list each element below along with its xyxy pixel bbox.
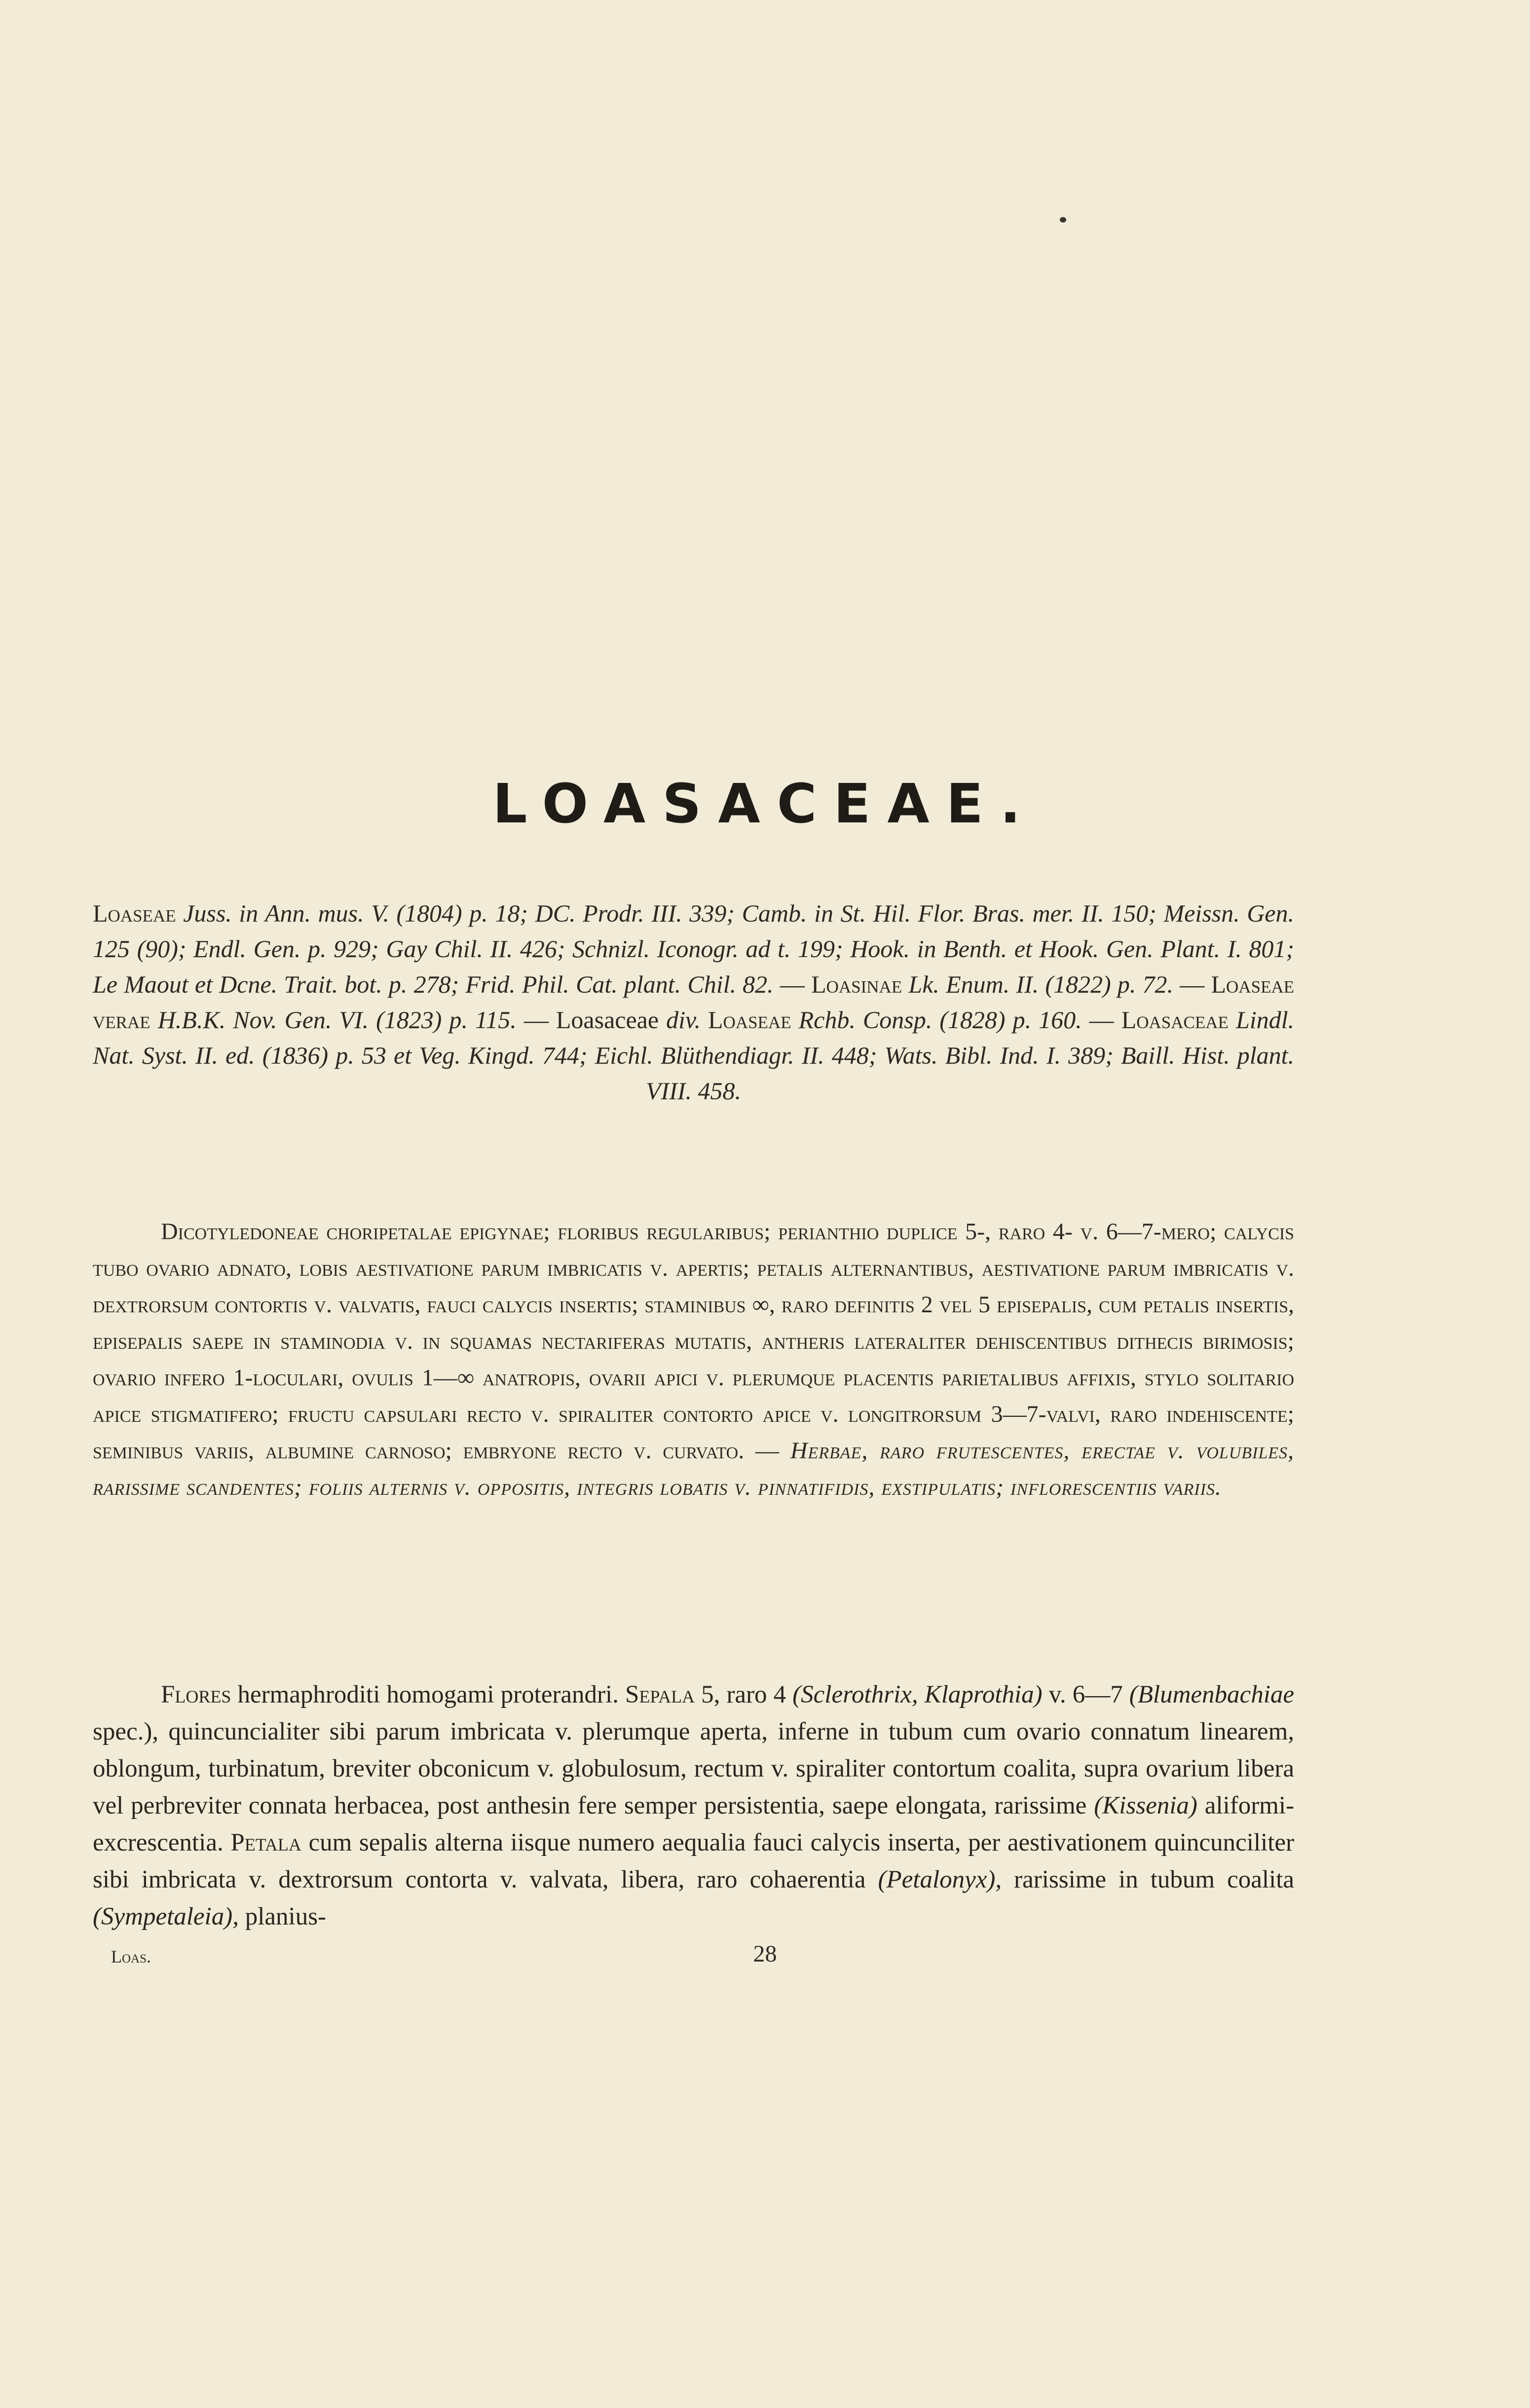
synonym-name: Loasaceae bbox=[1121, 1006, 1229, 1034]
body-text: v. 6—7 bbox=[1042, 1681, 1129, 1708]
family-title: LOASACEAE. bbox=[492, 772, 1038, 835]
genus-name: (Sclerothrix, Klaprothia) bbox=[792, 1681, 1043, 1708]
family-diagnosis bbox=[93, 1214, 1294, 1506]
section-term: Sepala bbox=[625, 1681, 695, 1708]
ink-speck bbox=[1060, 217, 1066, 222]
body-text: aliformi-excrescentia. bbox=[93, 1792, 1294, 1856]
body-text: spec.), quincuncialiter sibi parum imbricata v. plerumque aperta, inferne in tubum cum ovario connatum linearem, oblongum, turbinatum, breviter obconicum v. globulosum, rectum v. spiraliter contortum coalita, supra ovarium libera vel perbreviter connata herbacea, post anthesin fere semper persistentia, saepe elongata, rarissime bbox=[93, 1718, 1294, 1819]
synonym-name: Loasinae bbox=[811, 970, 902, 998]
citation: Juss. in Ann. mus. V. (1804) p. 18; DC. Prodr. III. 339; Camb. in St. Hil. Flor. Bras. mer. II. 150; Meissn. Gen. 125 (90); Endl. Gen. p. 929; Gay Chil. II. 426; Schnizl. Iconogr. ad t. 199; Hook. in Benth. et Hook. Gen. Plant. I. 801; Le Maout et Dcne. Trait. bot. p. 278; Frid. Phil. Cat. plant. Chil. 82. bbox=[93, 899, 1294, 998]
separator: — bbox=[516, 1006, 556, 1034]
citation: Rchb. Consp. (1828) p. 160. bbox=[791, 1006, 1082, 1034]
citation: H.B.K. Nov. Gen. VI. (1823) p. 115. bbox=[150, 1006, 517, 1034]
separator: — bbox=[1082, 1006, 1121, 1034]
synonym-name: Loaseae bbox=[93, 899, 176, 927]
citation: div. bbox=[659, 1006, 708, 1034]
synonym-name: Loaseae bbox=[708, 1006, 791, 1034]
synonym-name: Loasaceae bbox=[556, 1006, 659, 1034]
synonymy-paragraph bbox=[93, 895, 1294, 1109]
signature-mark: Loas. bbox=[111, 1947, 151, 1966]
citation: Lk. Enum. II. (1822) p. 72. bbox=[902, 970, 1174, 998]
synonym-name: Loaseae verae bbox=[93, 970, 1295, 1034]
separator: — bbox=[773, 970, 812, 998]
body-text: cum sepalis alterna iisque numero aequalia fauci calycis inserta, per aestivationem quincunciliter sibi imbricata v. dextrorsum contorta v. valvata, libera, raro cohaerentia bbox=[93, 1829, 1294, 1893]
genus-name: (Sympetaleia), bbox=[93, 1903, 239, 1930]
citation: Lindl. Nat. Syst. II. ed. (1836) p. 53 et Veg. Kingd. 744; Eichl. Blüthendiagr. II. 448; Wats. Bibl. Ind. I. 389; Baill. Hist. plant. VIII. 458. bbox=[93, 1006, 1295, 1105]
body-text: rarissime in tubum coalita bbox=[1002, 1866, 1295, 1893]
section-term: Flores bbox=[161, 1681, 231, 1708]
page-number: 28 bbox=[753, 1941, 777, 1967]
body-text: planius- bbox=[238, 1903, 327, 1930]
flores-paragraph bbox=[93, 1676, 1294, 1935]
genus-name: (Kissenia) bbox=[1094, 1792, 1197, 1819]
diagnosis-habit: Herbae, raro frutescentes, erectae v. volubiles, rarissime scandentes; foliis alternis v. oppositis, integris lobatis v. pinnatifidis, exstipulatis; inflorescentiis variis. bbox=[93, 1438, 1294, 1500]
genus-name: (Blumenbachiae bbox=[1129, 1681, 1294, 1708]
separator: — bbox=[1173, 970, 1211, 998]
body-text: hermaphroditi homogami proterandri. bbox=[231, 1681, 626, 1708]
genus-name: (Petalonyx), bbox=[878, 1866, 1002, 1893]
section-term: Petala bbox=[230, 1829, 301, 1856]
diagnosis-text: Dicotyledoneae choripetalae epigynae; floribus regularibus; perianthio duplice 5-, raro 4- v. 6—7-mero; calycis tubo ovario adnato, lobis aestivatione parum imbricatis v. apertis; petalis alternantibus, aestivatione parum imbricatis v. dextrorsum contortis v. valvatis, fauci calycis insertis; staminibus ∞, raro definitis 2 vel 5 episepalis, cum petalis insertis, episepalis saepe in staminodia v. in squamas nectariferas mutatis, antheris lateraliter dehiscentibus dithecis birimosis; ovario infero 1-loculari, ovulis 1—∞ anatropis, ovarii apici v. plerumque placentis parietalibus affixis, stylo solitario apice stigmatifero; fructu capsulari recto v. spiraliter contorto apice v. longitrorsum 3—7-valvi, raro indehiscente; seminibus variis, albumine carnoso; embryone recto v. curvato. — bbox=[93, 1219, 1294, 1464]
body-text: 5, raro 4 bbox=[695, 1681, 793, 1708]
